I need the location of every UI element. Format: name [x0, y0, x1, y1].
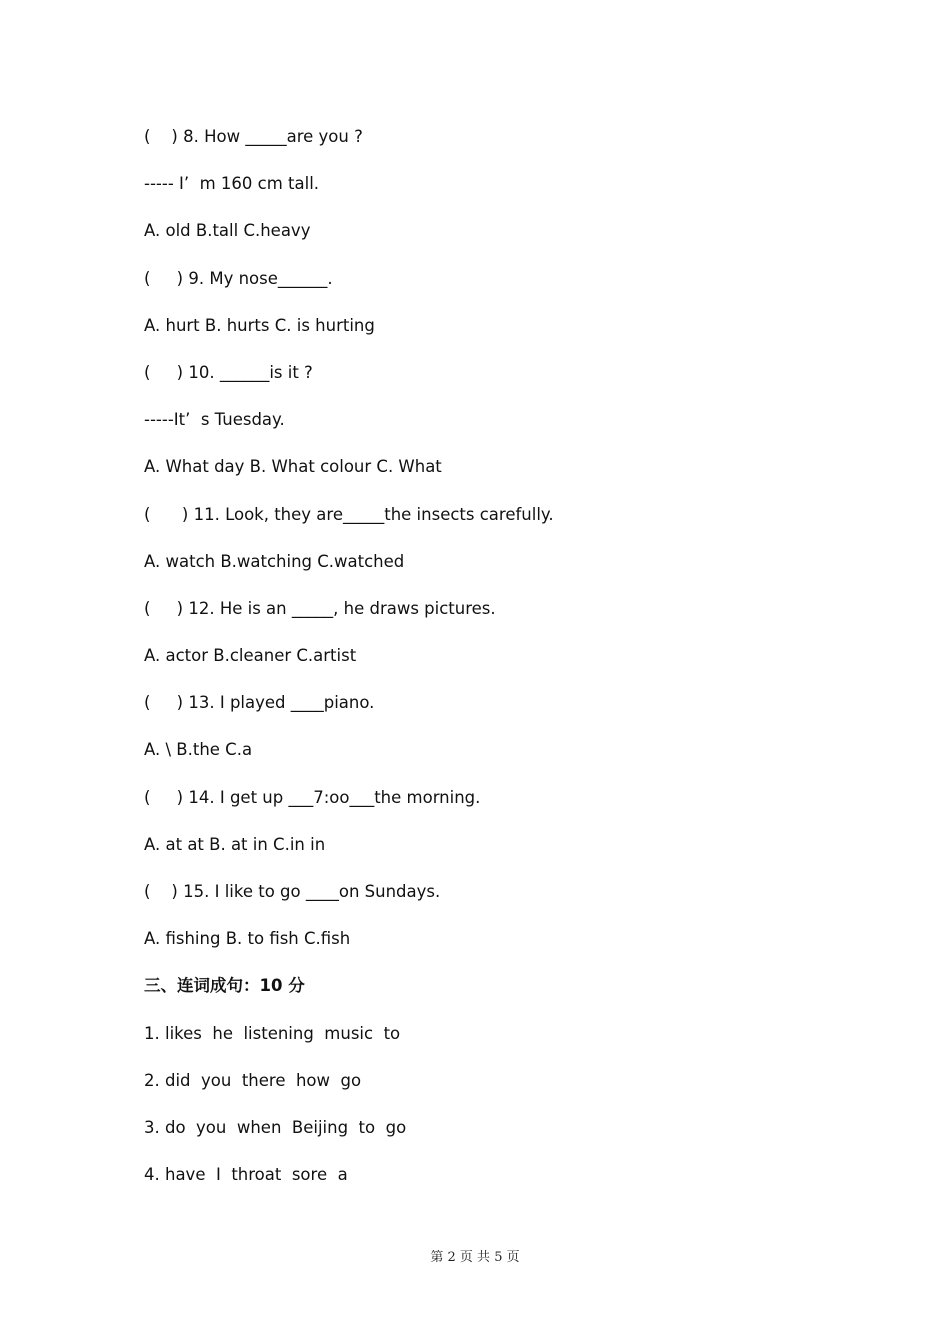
- question-15-options: A. fishing B. to fish C.fish: [144, 929, 351, 949]
- question-11-options: A. watch B.watching C.watched: [144, 551, 405, 571]
- question-9-options: A. hurt B. hurts C. is hurting: [144, 315, 375, 335]
- question-14-options: A. at at B. at in C.in in: [144, 834, 326, 854]
- question-10: ( ) 10. ______is it ?: [144, 362, 313, 382]
- page-footer: 第 2 页 共 5 页: [430, 1250, 520, 1265]
- question-15: ( ) 15. I like to go ____on Sundays.: [144, 882, 441, 901]
- sentence-item-2: 2. did you there how go: [144, 1070, 362, 1090]
- question-14: ( ) 14. I get up ___7:oo___the morning.: [144, 787, 481, 807]
- sentence-item-1: 1. likes he listening music to: [144, 1023, 401, 1043]
- question-12: ( ) 12. He is an _____, he draws pictures.: [144, 598, 496, 618]
- section-heading: 三、连词成句：10 分: [144, 976, 305, 996]
- sentence-item-4: 4. have I throat sore a: [144, 1165, 348, 1185]
- question-8: ( ) 8. How _____are you ?: [144, 127, 363, 146]
- question-13-options: A. \ B.the C.a: [144, 740, 253, 760]
- question-12-options: A. actor B.cleaner C.artist: [144, 646, 357, 666]
- document-body: [144, 125, 844, 1210]
- question-10-answer-line: -----It’ s Tuesday.: [144, 410, 285, 430]
- question-8-options: A. old B.tall C.heavy: [144, 221, 311, 241]
- sentence-item-3: 3. do you when Beijing to go: [144, 1117, 407, 1137]
- question-9: ( ) 9. My nose______.: [144, 268, 333, 288]
- question-11: ( ) 11. Look, they are_____the insects carefully.: [144, 504, 554, 524]
- question-10-options: A. What day B. What colour C. What: [144, 457, 442, 477]
- question-13: ( ) 13. I played ____piano.: [144, 693, 375, 713]
- question-8-answer-line: ----- I’ m 160 cm tall.: [144, 174, 320, 194]
